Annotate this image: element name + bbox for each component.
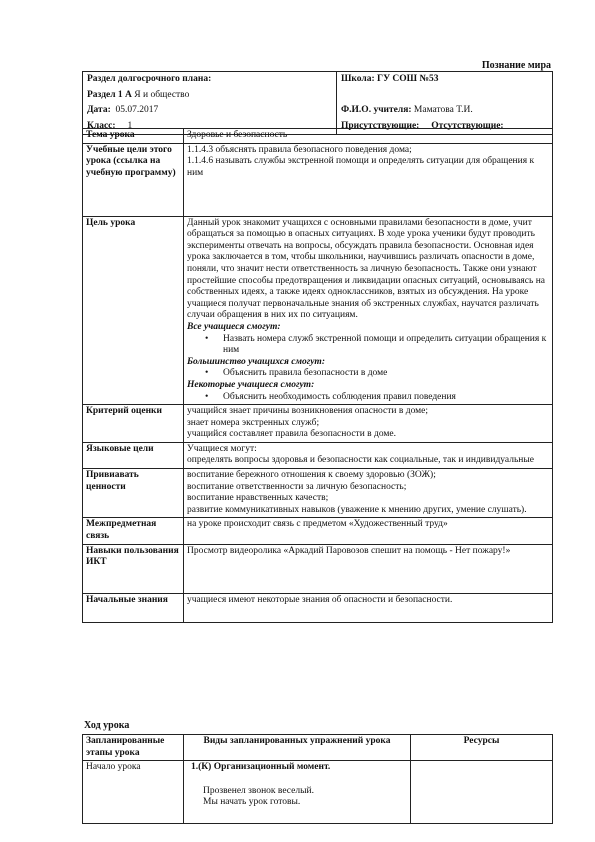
values-line: воспитание нравственных качеств;: [187, 493, 329, 504]
values-label: Привиавать ценности: [83, 469, 184, 518]
ict-value: Просмотр видеоролика «Аркадий Паровозов спешит на помощь - Нет пожару!»: [184, 544, 553, 593]
values-line: воспитание бережного отношения к своему здоровью (ЗОЖ);: [187, 470, 436, 481]
language-line: определять вопросы здоровья и безопасности как социальные, так и индивидуальные: [187, 455, 534, 466]
criteria-line: учащийся составляет правила безопасности в доме.: [187, 429, 397, 440]
school-label: Школа:: [341, 74, 375, 84]
aim-text: Данный урок знакомит учащихся с основными правилами безопасности в доме, учит обращаться за помощью в опасных ситуациях. В ходе урока ученики будут проводить эксперименты отвечать на вопросы, обсуждать правила безопасности. Основная идея урока заключается в том, чтобы школьники, научившись различать опасности в доме, поняли, что значит нести ответственность за личную безопасность. Также они узнают простейшие способы предотвращения и ликвидации опасных ситуаций, основываясь на собственных идеях, а также идеях одноклассников, взятых из обсуждения. На уроке учащиеся получат первоначальные знания об экстренных службах, научатся различать случаи обращения в них их по ситуациям.: [187, 217, 546, 321]
school-cell: [337, 72, 553, 88]
poem-line: Мы начать урок готовы.: [203, 797, 301, 808]
intersubject-value: на уроке происходит связь с предметом «Художественный труд»: [184, 518, 553, 544]
course-row: [83, 761, 553, 824]
goals-row: [83, 143, 553, 216]
prior-knowledge-label: Начальные знания: [83, 593, 184, 622]
criteria-line: учащийся знает причины возникновения опасности в доме;: [187, 406, 429, 417]
goal-line: 1.1.4.3 объяснять правила безопасного поведения дома;: [187, 144, 412, 155]
teacher-label: Ф.И.О. учителя:: [341, 105, 412, 116]
absent-label: Отсутствующие:: [431, 120, 504, 131]
ict-row: [83, 544, 553, 593]
criteria-line: знает номера экстренных служб;: [187, 417, 320, 428]
all-students-title: Все учащиеся смогут:: [187, 321, 281, 332]
criteria-row: [83, 405, 553, 443]
language-value: [184, 442, 553, 468]
section-value: Я и общество: [134, 89, 190, 100]
ict-label: Навыки пользования ИКТ: [83, 544, 184, 593]
section-cell: [83, 88, 337, 104]
values-row: [83, 469, 553, 518]
bullet-icon: •: [205, 333, 209, 344]
goals-value: [184, 143, 553, 216]
prior-knowledge-row: [83, 593, 553, 622]
present-label: Присутствующие:: [341, 120, 420, 131]
all-students-item: Назвать номера служб экстренной помощи и определить ситуации обращения к ним: [223, 333, 547, 356]
course-exercise: [184, 761, 411, 824]
date-value: 05.07.2017: [115, 105, 159, 116]
some-students-item: Объяснить необходимость соблюдения правил поведения: [223, 391, 456, 402]
course-col-exercises: Виды запланированных упражнений урока: [184, 735, 411, 761]
teacher-cell: [337, 103, 553, 119]
topic-label: Тема урока: [83, 129, 184, 144]
values-value: [184, 469, 553, 518]
language-label: Языковые цели: [83, 442, 184, 468]
poem-line: Прозвенел звонок веселый.: [203, 785, 314, 796]
class-label: Класс:: [87, 120, 116, 131]
goals-label: Учебные цели этого урока (ссылка на учебную программу): [83, 143, 184, 216]
lesson-plan-table: [82, 128, 553, 623]
section-long-label: Раздел долгосрочного плана:: [87, 74, 212, 84]
teacher-value: Маматова Т.И.: [413, 105, 473, 116]
goal-line: 1.1.4.6 называть службы экстренной помощи и определять ситуации для обращения к ним: [187, 156, 535, 178]
prior-knowledge-value: учащиеся имеют некоторые знания об опасности и безопасности.: [184, 593, 553, 622]
intersubject-row: [83, 518, 553, 544]
language-row: [83, 442, 553, 468]
course-col-stages: Запланированные этапы урока: [83, 735, 184, 761]
header-table: [82, 71, 553, 135]
subject-title: Познание мира: [481, 60, 551, 71]
course-resources: [411, 761, 553, 824]
course-table: [82, 734, 553, 824]
course-col-resources: Ресурсы: [411, 735, 553, 761]
topic-row: [83, 129, 553, 144]
values-line: воспитание ответственности за личную безопасность;: [187, 481, 407, 492]
bullet-icon: •: [205, 368, 209, 379]
topic-value: Здоровье и безопасность: [184, 129, 553, 144]
aim-value: [184, 216, 553, 405]
course-header-row: [83, 735, 553, 761]
section-long-cell: [83, 72, 337, 88]
some-students-title: Некоторые учащиеся смогут:: [187, 379, 315, 390]
values-line: развитие коммуникативных навыков (уважение к мнению других, умение слушать).: [187, 504, 527, 515]
date-label: Дата:: [87, 105, 111, 116]
criteria-value: [184, 405, 553, 443]
most-students-title: Большинство учащихся смогут:: [187, 356, 325, 367]
language-line: Учащиеся могут:: [187, 443, 257, 454]
criteria-label: Критерий оценки: [83, 405, 184, 443]
aim-label: Цель урока: [83, 216, 184, 405]
course-stage: Начало урока: [83, 761, 184, 824]
section-label: Раздел 1 А: [87, 89, 132, 100]
course-title: Ход урока: [84, 720, 130, 731]
class-value: 1: [127, 120, 133, 131]
intersubject-label: Межпредметная связь: [83, 518, 184, 544]
bullet-icon: •: [205, 391, 209, 402]
date-cell: [83, 103, 337, 119]
step-title: 1.(К) Организационный момент.: [191, 762, 331, 773]
school-value: ГУ СОШ №53: [377, 74, 439, 84]
aim-row: [83, 216, 553, 405]
empty-cell: [337, 88, 553, 104]
most-students-item: Объяснить правила безопасности в доме: [223, 368, 388, 379]
